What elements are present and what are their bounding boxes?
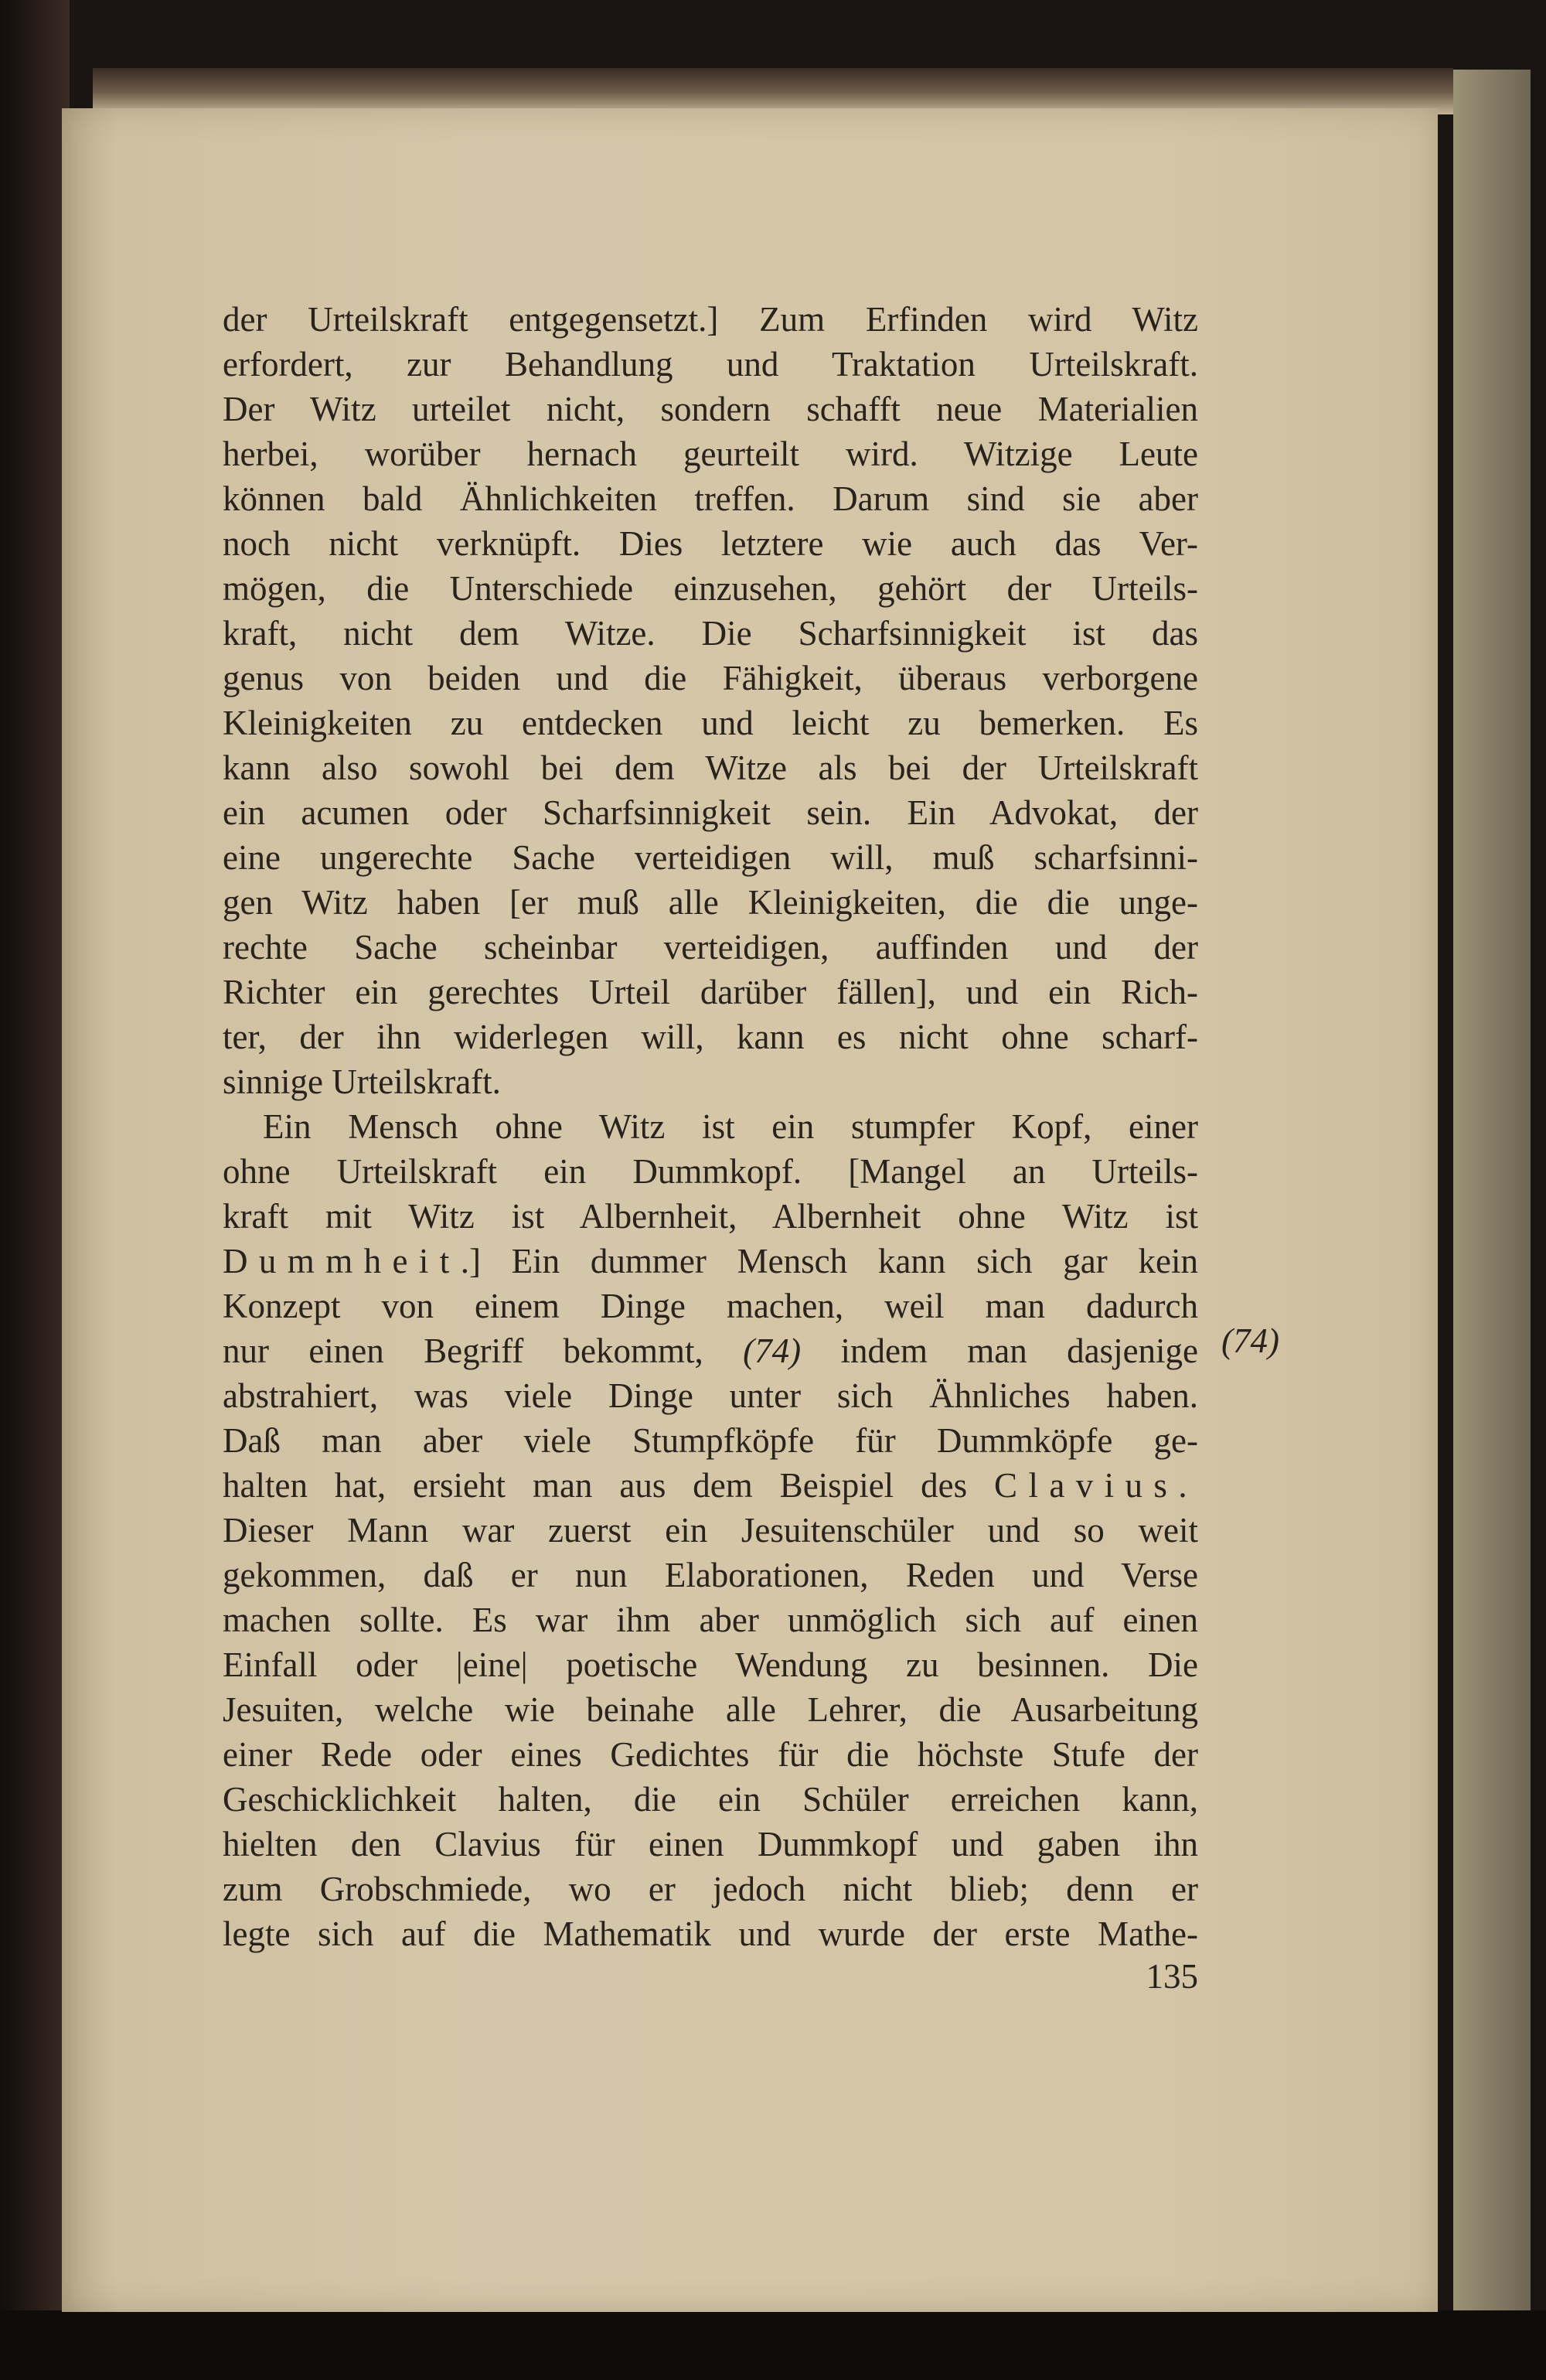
text-line: Einfall oder |eine| poetische Wendung zu besinnen. Die	[223, 1645, 1198, 1684]
text-line: eine ungerechte Sache verteidigen will, muß scharfsinni-	[223, 838, 1198, 877]
book-cover-left-edge	[0, 0, 70, 2380]
text-line: rechte Sache scheinbar verteidigen, auffinden und der	[223, 928, 1198, 967]
text-line: zum Grobschmiede, wo er jedoch nicht blieb; denn er	[223, 1870, 1198, 1908]
text-line: einer Rede oder eines Gedichtes für die höchste Stufe der	[223, 1735, 1198, 1774]
text-line: Jesuiten, welche wie beinahe alle Lehrer, die Ausarbeitung	[223, 1690, 1198, 1729]
text-line: Richter ein gerechtes Urteil darüber fällen], und ein Rich-	[223, 973, 1198, 1011]
paragraph-end-line: sinnige Urteilskraft.	[223, 1062, 501, 1101]
text-line: mögen, die Unterschiede einzusehen, gehört der Urteils-	[223, 569, 1198, 608]
emphasized-word: Clavius.	[994, 1466, 1198, 1505]
text-line: der Urteilskraft entgegensetzt.] Zum Erfinden wird Witz	[223, 300, 1198, 339]
text-fragment: .] Ein dummer Mensch kann sich gar kein	[460, 1242, 1198, 1280]
text-fragment: indem man dasjenige	[840, 1332, 1199, 1370]
text-line	[223, 1239, 1198, 1284]
text-line: Kleinigkeiten zu entdecken und leicht zu bemerken. Es	[223, 704, 1198, 742]
text-line: gekommen, daß er nun Elaborationen, Reden und Verse	[223, 1556, 1198, 1594]
text-line	[223, 1463, 1198, 1508]
page-number: 135	[1146, 1957, 1198, 1996]
margin-page-reference: (74)	[1221, 1321, 1279, 1360]
text-line: erfordert, zur Behandlung und Traktation Urteilskraft.	[223, 345, 1198, 384]
text-line: ein acumen oder Scharfsinnigkeit sein. Ein Advokat, der	[223, 793, 1198, 832]
scan-background-bottom	[0, 2310, 1546, 2380]
text-line: kann also sowohl bei dem Witze als bei der Urteilskraft	[223, 748, 1198, 787]
text-line: hielten den Clavius für einen Dummkopf und gaben ihn	[223, 1825, 1198, 1863]
body-text	[223, 297, 1198, 1956]
emphasized-word: Dummheit	[223, 1242, 461, 1280]
book-board-right-edge	[1453, 70, 1531, 2312]
text-line: Der Witz urteilet nicht, sondern schafft neue Materialien	[223, 390, 1198, 428]
text-line: genus von beiden und die Fähigkeit, überaus verborgene	[223, 659, 1198, 697]
paragraph-start-line: Ein Mensch ohne Witz ist ein stumpfer Kopf, einer	[263, 1107, 1198, 1146]
text-line: machen sollte. Es war ihm aber unmöglich sich auf einen	[223, 1601, 1198, 1639]
text-line: Geschicklichkeit halten, die ein Schüler erreichen kann,	[223, 1780, 1198, 1819]
page-reference: (74)	[743, 1332, 802, 1370]
text-fragment: halten hat, ersieht man aus dem Beispiel des	[223, 1466, 968, 1505]
text-line: Dieser Mann war zuerst ein Jesuitenschüler und so weit	[223, 1511, 1198, 1550]
text-line	[223, 1328, 1198, 1373]
text-line: abstrahiert, was viele Dinge unter sich Ähnliches haben.	[223, 1376, 1198, 1415]
text-line: Daß man aber viele Stumpfköpfe für Dummköpfe ge-	[223, 1421, 1198, 1460]
text-line: kraft, nicht dem Witze. Die Scharfsinnigkeit ist das	[223, 614, 1198, 653]
text-line: noch nicht verknüpft. Dies letztere wie auch das Ver-	[223, 524, 1198, 563]
text-line: können bald Ähnlichkeiten treffen. Darum sind sie aber	[223, 479, 1198, 518]
text-line: legte sich auf die Mathematik und wurde der erste Mathe-	[223, 1915, 1198, 1953]
text-line: Konzept von einem Dinge machen, weil man dadurch	[223, 1287, 1198, 1325]
text-fragment: nur einen Begriff bekommt,	[223, 1332, 703, 1370]
text-line: gen Witz haben [er muß alle Kleinigkeiten, die die unge-	[223, 883, 1198, 922]
text-line: kraft mit Witz ist Albernheit, Albernheit ohne Witz ist	[223, 1197, 1198, 1236]
page-stack-top-edge	[93, 68, 1453, 114]
text-line: ohne Urteilskraft ein Dummkopf. [Mangel an Urteils-	[223, 1152, 1198, 1191]
text-line: herbei, worüber hernach geurteilt wird. Witzige Leute	[223, 435, 1198, 473]
text-line: ter, der ihn widerlegen will, kann es nicht ohne scharf-	[223, 1018, 1198, 1056]
